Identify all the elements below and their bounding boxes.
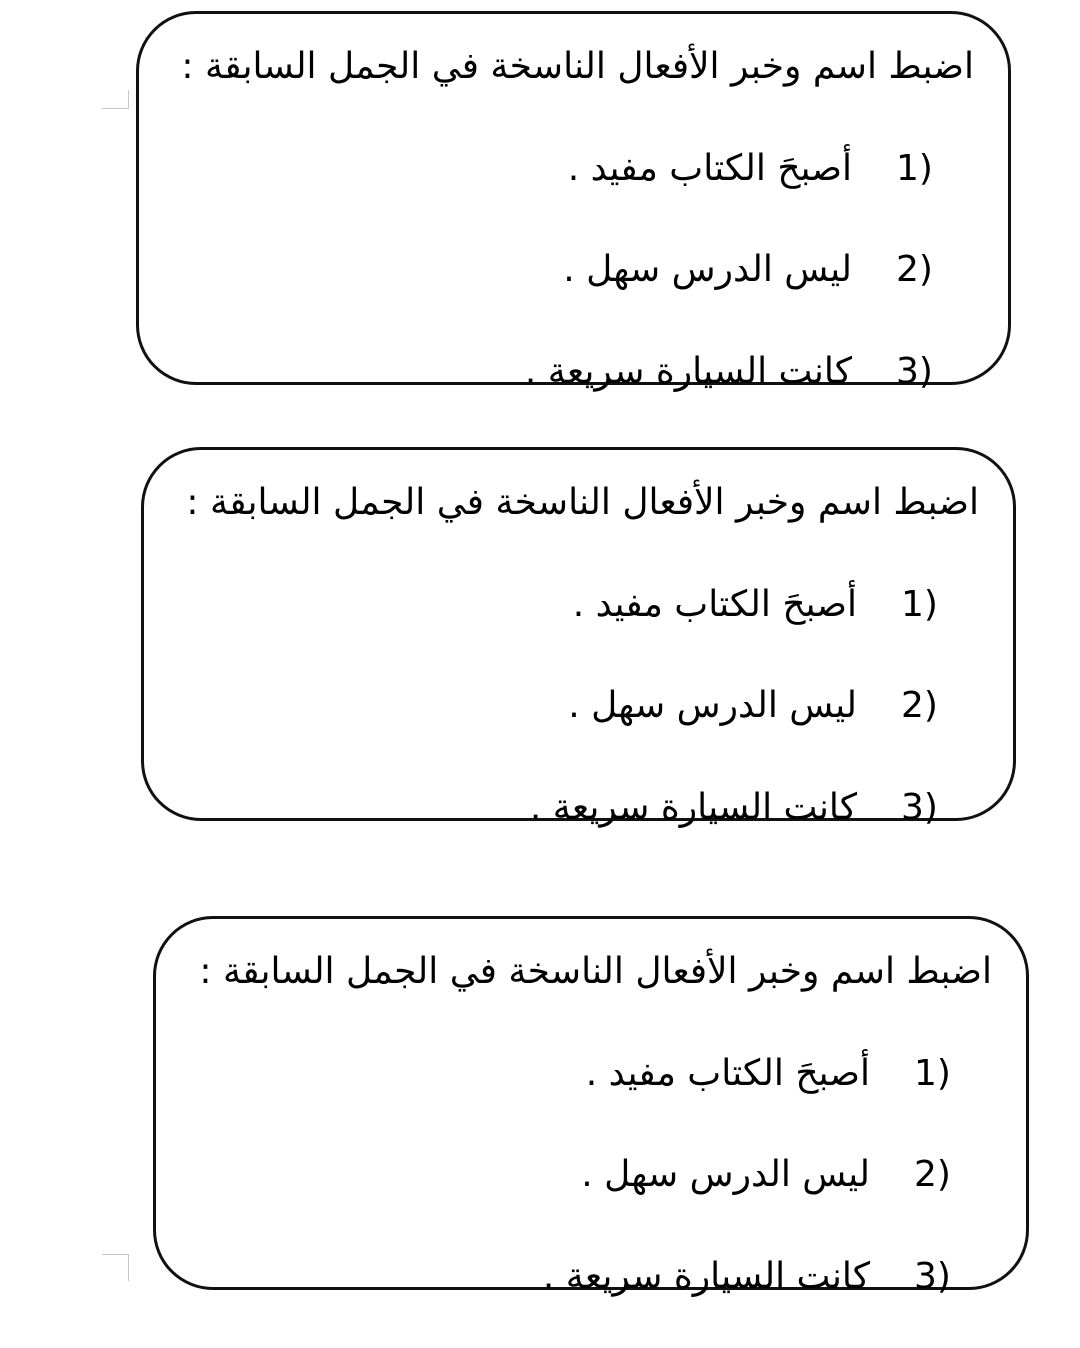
exercise-item-2 xyxy=(563,242,946,298)
margin-corner-mark-bottom xyxy=(102,1254,129,1281)
exercise-item-2 xyxy=(581,1147,964,1203)
exercise-box-1 xyxy=(136,11,1011,392)
item-number: 3) xyxy=(914,1256,951,1297)
item-sentence: أصبحَ الكتاب مفيد . xyxy=(572,584,857,625)
exercise-content xyxy=(139,14,1008,392)
exercise-item-1 xyxy=(586,1046,964,1102)
exercise-instruction: اضبط اسم وخبر الأفعال الناسخة في الجمل السابقة : xyxy=(181,46,974,87)
item-number: 2) xyxy=(914,1154,951,1195)
item-sentence: أصبحَ الكتاب مفيد . xyxy=(567,148,852,189)
item-number: 2) xyxy=(901,685,938,726)
item-sentence: ليس الدرس سهل . xyxy=(563,249,852,290)
item-sentence: أصبحَ الكتاب مفيد . xyxy=(585,1053,870,1094)
item-sentence: ليس الدرس سهل . xyxy=(568,685,857,726)
item-sentence: كانت السيارة سريعة . xyxy=(542,1256,870,1297)
exercise-item-3 xyxy=(525,344,946,400)
item-number: 3) xyxy=(896,351,933,392)
item-number: 1) xyxy=(914,1053,951,1094)
item-number: 1) xyxy=(896,148,933,189)
exercise-item-1 xyxy=(573,577,951,633)
margin-corner-mark-top xyxy=(102,90,129,109)
exercise-item-2 xyxy=(568,678,951,734)
exercise-instruction: اضبط اسم وخبر الأفعال الناسخة في الجمل السابقة : xyxy=(199,951,992,992)
item-sentence: كانت السيارة سريعة . xyxy=(524,351,852,392)
exercise-box-2 xyxy=(141,447,1016,828)
exercise-item-1 xyxy=(568,141,946,197)
exercise-item-3 xyxy=(530,780,951,836)
item-number: 1) xyxy=(901,584,938,625)
exercise-content xyxy=(156,919,1026,1297)
item-number: 2) xyxy=(896,249,933,290)
item-number: 3) xyxy=(901,787,938,828)
item-sentence: كانت السيارة سريعة . xyxy=(529,787,857,828)
exercise-box-3 xyxy=(153,916,1029,1297)
exercise-instruction: اضبط اسم وخبر الأفعال الناسخة في الجمل السابقة : xyxy=(186,482,979,523)
item-sentence: ليس الدرس سهل . xyxy=(581,1154,870,1195)
exercise-item-3 xyxy=(543,1249,964,1305)
exercise-content xyxy=(144,450,1013,828)
